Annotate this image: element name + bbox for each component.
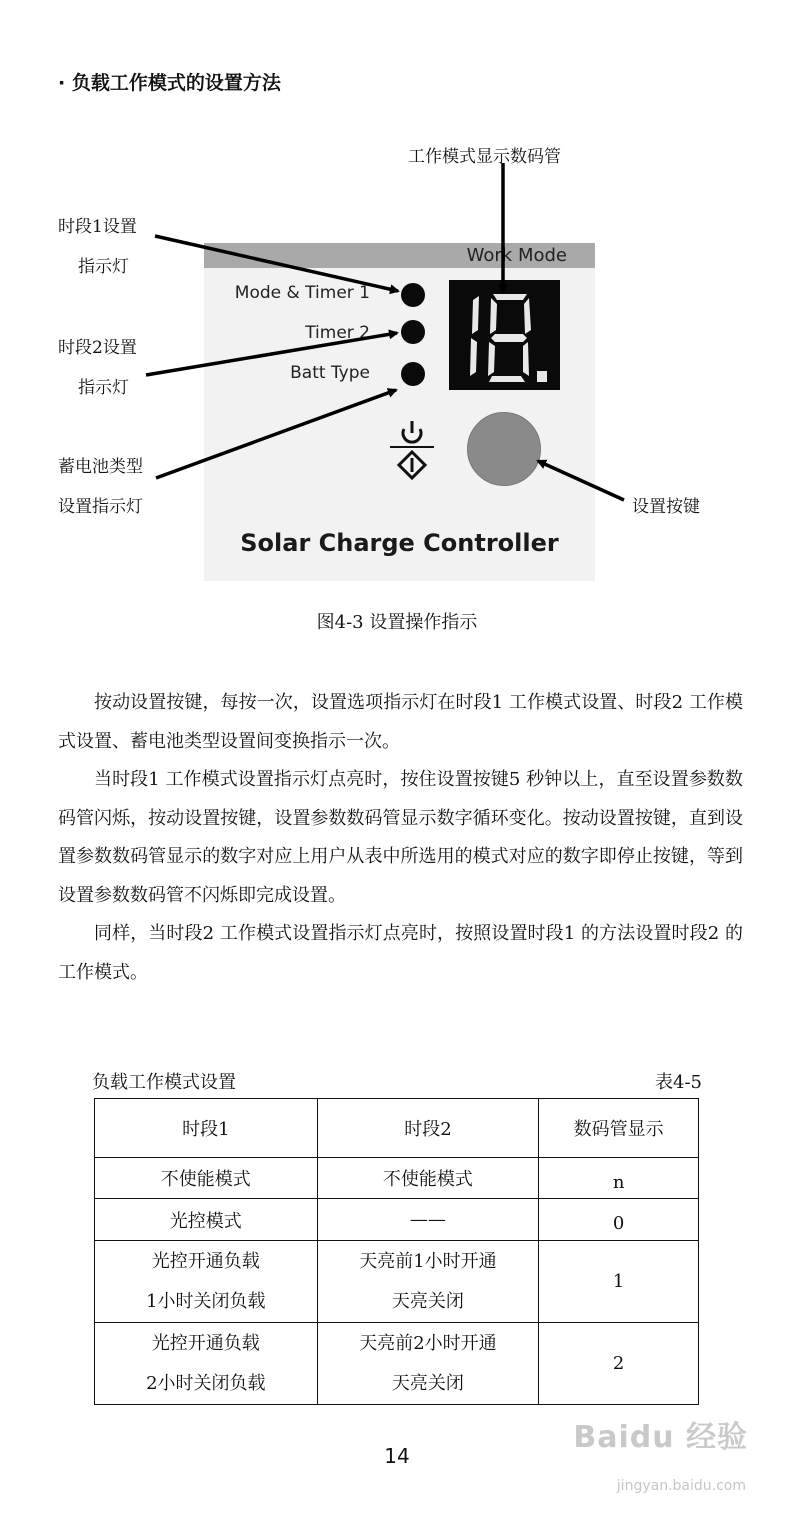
callout-batt-line2: 设置指示灯	[58, 497, 143, 517]
watermark-url: jingyan.baidu.com	[616, 1478, 746, 1494]
cell-code: 1	[539, 1241, 699, 1323]
controller-brand: Solar Charge Controller	[240, 529, 559, 557]
cell-timer1: 不使能模式	[95, 1158, 318, 1199]
header-display: 数码管显示	[539, 1099, 699, 1158]
cell-timer1: 光控模式	[95, 1199, 318, 1241]
callout-timer1-line2: 指示灯	[78, 257, 129, 277]
callout-work-mode-display: 工作模式显示数码管	[408, 147, 561, 167]
cell-timer1	[95, 1323, 318, 1405]
header-timer1: 时段1	[95, 1099, 318, 1158]
table-row	[95, 1241, 699, 1323]
paragraph-2: 当时段1 工作模式设置指示灯点亮时，按住设置按键5 秒钟以上，直至设置参数数码管闪烁，按动设置按键，设置参数数码管显示数字循环变化。按动设置按键，直到设置参数数码管显示的数字对应上用户从表中所选用的模式对应的数字即停止按键，等到设置参数数码管不闪烁即完成设置。	[58, 769, 743, 906]
cell-code: n	[539, 1158, 699, 1199]
header-timer2: 时段2	[317, 1099, 539, 1158]
callout-arrows	[0, 0, 794, 600]
cell-line: 天亮前2小时开通	[359, 1332, 497, 1354]
table-title: 负载工作模式设置	[92, 1072, 236, 1093]
body-text	[58, 684, 743, 992]
cell-line: 光控开通负载	[151, 1332, 260, 1354]
cell-code: 0	[539, 1199, 699, 1241]
table-number: 表4-5	[655, 1072, 702, 1093]
paragraph-3: 同样，当时段2 工作模式设置指示灯点亮时，按照设置时段1 的方法设置时段2 的工作模式。	[58, 923, 743, 983]
cell-code: 2	[539, 1323, 699, 1405]
cell-line: 1小时关闭负载	[146, 1290, 266, 1312]
figure-caption: 图4-3 设置操作指示	[316, 612, 478, 633]
callout-timer2-line1: 时段2设置	[58, 338, 137, 358]
table-header-row	[95, 1099, 699, 1158]
work-mode-label: Work Mode	[466, 245, 567, 266]
page-number: 14	[384, 1444, 410, 1468]
cell-timer2	[317, 1323, 539, 1405]
led-label-timer2: Timer 2	[305, 323, 370, 343]
cell-line: 光控开通负载	[151, 1250, 260, 1272]
cell-line: 2小时关闭负载	[146, 1372, 266, 1394]
led-label-mode-timer1: Mode & Timer 1	[234, 283, 370, 303]
callout-set-button: 设置按键	[632, 497, 700, 517]
table-row	[95, 1199, 699, 1241]
table-row	[95, 1323, 699, 1405]
led-label-batt-type: Batt Type	[290, 363, 370, 383]
callout-timer2-line2: 指示灯	[78, 378, 129, 398]
cell-line: 天亮关闭	[391, 1290, 464, 1312]
cell-line: 天亮前1小时开通	[359, 1250, 497, 1272]
callout-batt-line1: 蓄电池类型	[58, 457, 143, 477]
cell-timer2: 不使能模式	[317, 1158, 539, 1199]
cell-timer2	[317, 1241, 539, 1323]
section-heading: · 负载工作模式的设置方法	[58, 72, 281, 94]
cell-timer2: ——	[317, 1199, 539, 1241]
cell-line: 天亮关闭	[391, 1372, 464, 1394]
mode-table	[94, 1098, 699, 1405]
paragraph-1: 按动设置按键，每按一次，设置选项指示灯在时段1 工作模式设置、时段2 工作模式设置、蓄电池类型设置间变换指示一次。	[58, 692, 743, 752]
callout-timer1-line1: 时段1设置	[58, 217, 137, 237]
watermark-logo: Baidu 经验	[573, 1420, 748, 1455]
cell-timer1	[95, 1241, 318, 1323]
table-row	[95, 1158, 699, 1199]
